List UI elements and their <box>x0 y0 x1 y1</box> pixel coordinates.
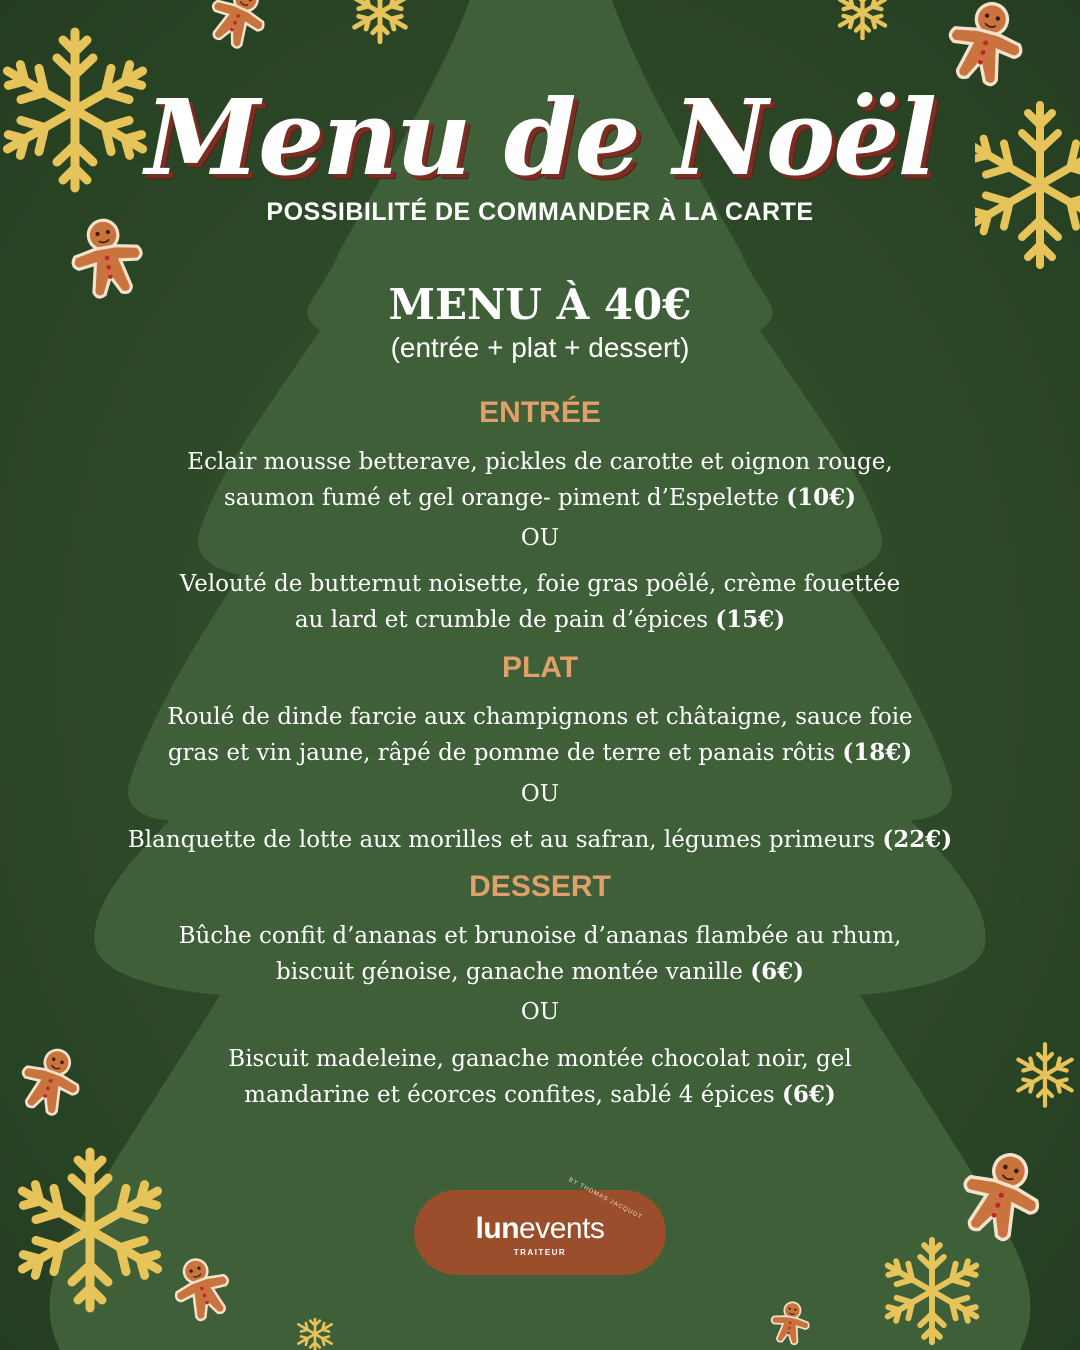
subtitle: POSSIBILITÉ DE COMMANDER À LA CARTE <box>266 198 814 226</box>
item-line: gras et vin jaune, râpé de pomme de terre et panais rôtis <box>167 740 836 766</box>
item-price: (10€) <box>786 484 857 511</box>
section-heading-dessert: DESSERT <box>469 870 611 903</box>
or-separator: OU <box>520 999 560 1025</box>
item-line: Velouté de butternut noisette, foie gras poêlé, crème fouettée <box>179 571 901 597</box>
logo-subtitle: TRAITEUR <box>513 1248 567 1257</box>
logo-word-bold: lun <box>475 1212 520 1245</box>
menu-item-dessert-1 <box>60 918 1020 990</box>
item-line: Bûche confit d’ananas et brunoise d’ananas flambée au rhum, <box>178 923 902 949</box>
item-price: (18€) <box>842 739 913 766</box>
menu-item-entree-2 <box>60 566 1020 638</box>
logo-byline: BY THOMAS JACQUOT <box>567 1176 644 1222</box>
page-title: Menu de Noël <box>145 76 935 199</box>
item-line: biscuit génoise, ganache montée vanille <box>276 959 743 985</box>
menu-price-label: MENU À 40€ <box>388 280 692 329</box>
menu-note: (entrée + plat + dessert) <box>390 332 690 363</box>
menu-item-dessert-2 <box>60 1041 1020 1113</box>
menu-item-plat-2 <box>40 822 1040 858</box>
logo-word-rest: events <box>519 1212 605 1245</box>
item-line: Roulé de dinde farcie aux champignons et châtaigne, sauce foie <box>167 704 913 730</box>
item-price: (6€) <box>782 1081 836 1108</box>
item-line: mandarine et écorces confites, sablé 4 épices <box>244 1082 775 1108</box>
or-separator: OU <box>520 781 560 807</box>
item-price: (22€) <box>882 826 953 853</box>
menu-item-entree-1 <box>60 444 1020 516</box>
item-line: saumon fumé et gel orange- piment d’Espelette <box>223 485 779 511</box>
logo-wordmark <box>414 1212 666 1246</box>
item-line: au lard et crumble de pain d’épices <box>294 607 709 633</box>
item-price: (15€) <box>715 606 786 633</box>
section-heading-plat: PLAT <box>501 651 579 684</box>
item-line: Biscuit madeleine, ganache montée chocolat noir, gel <box>228 1046 852 1072</box>
section-heading-entree: ENTRÉE <box>479 396 601 429</box>
item-line: Eclair mousse betterave, pickles de carotte et oignon rouge, <box>187 449 893 475</box>
item-price: (6€) <box>750 958 804 985</box>
brand-logo <box>414 1176 666 1275</box>
menu-item-plat-1 <box>60 699 1020 771</box>
item-line: Blanquette de lotte aux morilles et au safran, légumes primeurs <box>127 827 876 853</box>
or-separator: OU <box>520 525 560 551</box>
